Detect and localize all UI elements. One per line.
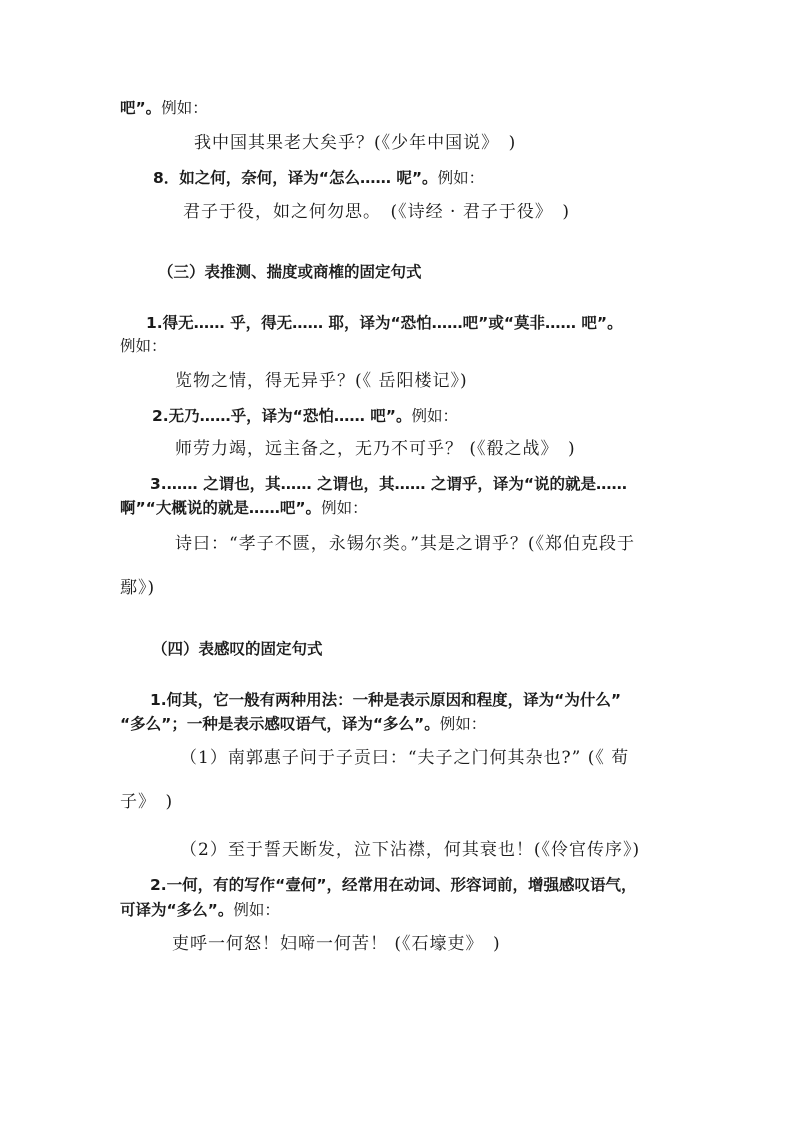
text-line: 8．如之何，奈何，译为“怎么…… 呢”。例如： xyxy=(153,169,485,187)
section-heading: （三）表推测、揣度或商榷的固定句式 xyxy=(158,263,422,281)
example-sentence: （2）至于誓天断发，泣下沾襟，何其衰也！(《伶官传序》) xyxy=(180,840,641,860)
text-line: 3.…… 之谓也，其…… 之谓也，其…… 之谓乎，译为“说的就是…… xyxy=(150,475,628,493)
section-heading: （四）表感叹的固定句式 xyxy=(152,640,323,658)
example-sentence: 鄢》) xyxy=(120,578,156,598)
text-line: 1.得无…… 乎，得无…… 耶，译为“恐怕……吧”或“莫非…… 吧”。 xyxy=(146,314,623,332)
text-line: “多么”；一种是表示感叹语气，译为“多么”。例如： xyxy=(120,715,487,733)
text-line: 可译为“多么”。例如： xyxy=(120,901,280,919)
example-sentence: （1）南郭惠子问于子贡曰：“夫子之门何其杂也?” (《 荀 xyxy=(180,748,630,768)
text-line: 吧”。例如： xyxy=(120,99,208,117)
example-sentence: 览物之情，得无异乎？(《 岳阳楼记》) xyxy=(175,371,468,391)
example-sentence: 我中国其果老大矣乎？(《少年中国说》 ) xyxy=(194,133,517,153)
text-line: 2.无乃……乎，译为“恐怕…… 吧”。例如： xyxy=(152,407,458,425)
example-sentence: 子》 ) xyxy=(120,792,174,812)
example-sentence: 师劳力竭，远主备之，无乃不可乎？ (《殽之战》 ) xyxy=(175,439,576,459)
text-line: 啊”“大概说的就是……吧”。例如： xyxy=(120,499,368,517)
text-line: 1.何其，它一般有两种用法：一种是表示原因和程度，译为“为什么” xyxy=(150,691,622,709)
example-sentence: 君子于役，如之何勿思。 (《诗经 · 君子于役》 ) xyxy=(183,202,570,222)
text-line: 例如： xyxy=(120,337,167,355)
example-sentence: 吏呼一何怒！妇啼一何苦！ (《石壕吏》 ) xyxy=(172,934,501,954)
example-sentence: 诗曰：“孝子不匮，永锡尔类。”其是之谓乎？(《郑伯克段于 xyxy=(175,534,636,554)
text-line: 2.一何，有的写作“壹何”，经常用在动词、形容词前，增强感叹语气， xyxy=(150,876,637,894)
